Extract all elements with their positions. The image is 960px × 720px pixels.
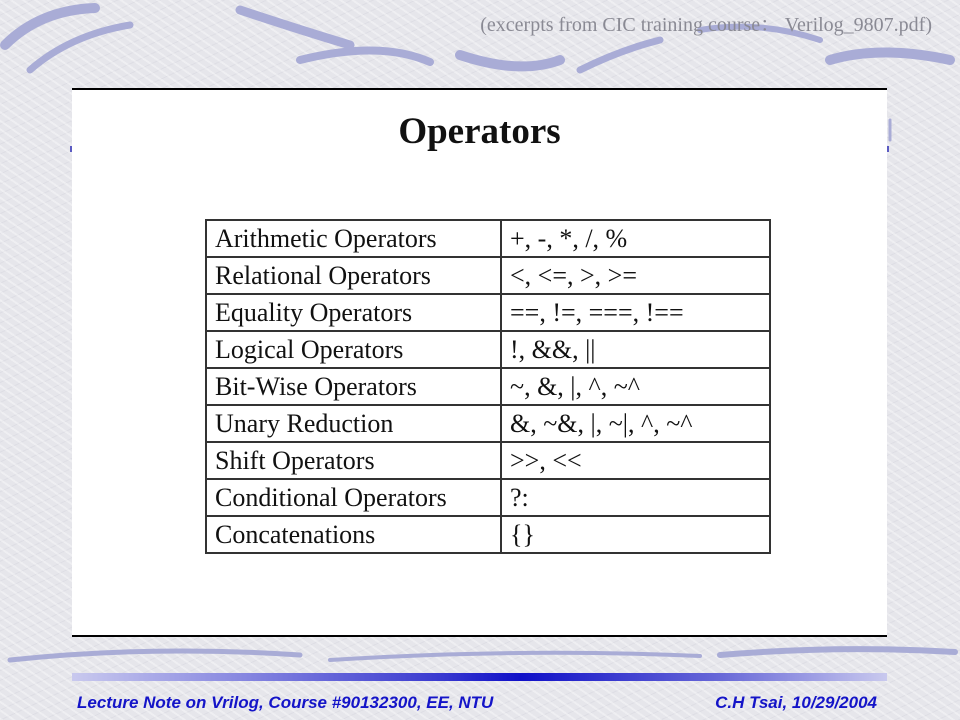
operator-symbols: +, -, *, /, % — [501, 220, 770, 257]
table-row — [206, 368, 770, 405]
table-row — [206, 442, 770, 479]
operator-symbols: ~, &, |, ^, ~^ — [501, 368, 770, 405]
swoosh-stroke — [460, 55, 560, 66]
swoosh-stroke — [300, 50, 430, 62]
table-row — [206, 220, 770, 257]
operator-category: Arithmetic Operators — [206, 220, 501, 257]
operator-symbols: ?: — [501, 479, 770, 516]
swoosh-stroke — [240, 10, 350, 45]
operator-symbols: &, ~&, |, ~|, ^, ~^ — [501, 405, 770, 442]
slide-title: Operators — [398, 111, 561, 152]
table-row — [206, 405, 770, 442]
operator-category: Logical Operators — [206, 331, 501, 368]
table-row — [206, 294, 770, 331]
swoosh-stroke — [30, 25, 130, 70]
operator-symbols: {} — [501, 516, 770, 553]
footer-course-note: Lecture Note on Vrilog, Course #90132300, EE, NTU — [77, 693, 494, 712]
swoosh-stroke — [830, 53, 950, 61]
table-row — [206, 331, 770, 368]
table-row — [206, 257, 770, 294]
operator-category: Concatenations — [206, 516, 501, 553]
table-row — [206, 516, 770, 553]
operator-symbols: >>, << — [501, 442, 770, 479]
swoosh-stroke — [580, 40, 660, 70]
operator-category: Conditional Operators — [206, 479, 501, 516]
source-note: (excerpts from CIC training course： Verilog_9807.pdf) — [480, 14, 932, 36]
swoosh-stroke — [720, 649, 955, 655]
operator-symbols: <, <=, >, >= — [501, 257, 770, 294]
operator-symbols: !, &&, || — [501, 331, 770, 368]
operator-category: Bit-Wise Operators — [206, 368, 501, 405]
operators-table — [205, 219, 771, 554]
panel-tick-right — [887, 146, 889, 152]
swoosh-stroke — [330, 653, 700, 660]
table-row — [206, 479, 770, 516]
footer-author-date: C.H Tsai, 10/29/2004 — [715, 693, 877, 712]
operator-category: Equality Operators — [206, 294, 501, 331]
slide-panel — [72, 88, 887, 637]
swoosh-stroke — [10, 651, 300, 660]
operator-category: Unary Reduction — [206, 405, 501, 442]
footer-divider — [72, 673, 887, 681]
operator-category: Shift Operators — [206, 442, 501, 479]
operator-category: Relational Operators — [206, 257, 501, 294]
operator-symbols: ==, !=, ===, !== — [501, 294, 770, 331]
